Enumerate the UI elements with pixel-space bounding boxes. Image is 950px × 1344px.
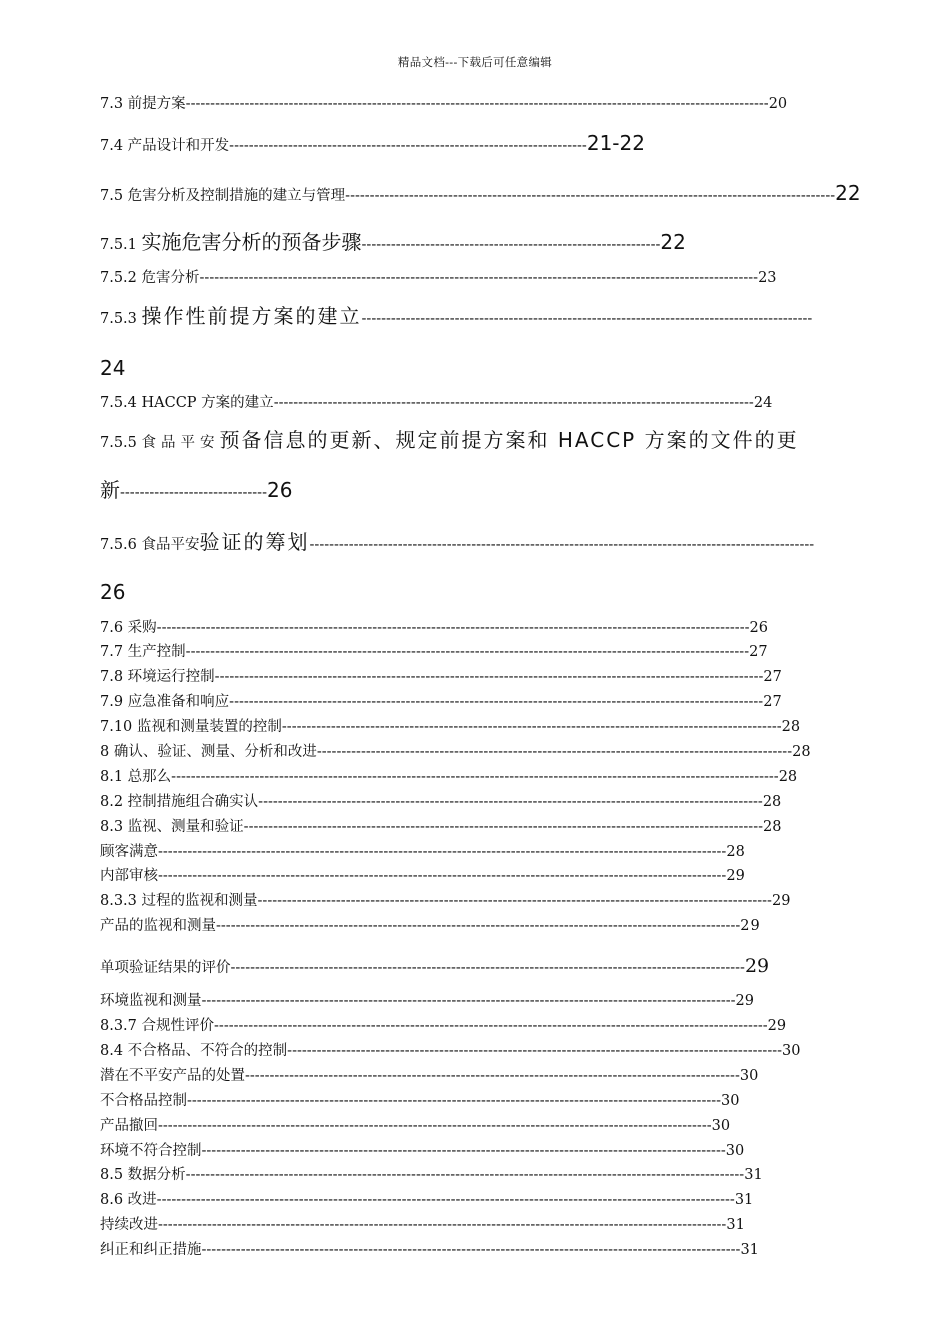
toc-page-number: 28 xyxy=(762,794,782,810)
toc-entry[interactable] xyxy=(100,618,840,638)
toc-page-number: 28 xyxy=(778,769,798,785)
toc-leader: ---------------------------------------------------------------------------------------------------------------------- xyxy=(156,1192,735,1208)
toc-leader: ------------------------------------------------------------------------------------------------------ xyxy=(281,719,782,735)
toc-page-number: 29 xyxy=(740,918,761,934)
toc-entry[interactable] xyxy=(100,1041,840,1061)
toc-entry[interactable] xyxy=(100,1215,810,1235)
toc-leader: --------------------------------------------------------------------------------------------------------- xyxy=(257,893,772,909)
toc-leader: ------------------------------------------------------------- xyxy=(361,237,661,253)
toc-entry[interactable] xyxy=(100,842,810,862)
toc-page-number: 26 xyxy=(100,580,126,604)
toc-entry[interactable] xyxy=(100,393,840,413)
toc-entry-title: 验证的筹划 xyxy=(199,530,310,554)
toc-page-number: 28 xyxy=(792,744,811,760)
toc-leader: -------------------------------------------------------------------------------------------------- xyxy=(273,395,754,411)
toc-page-number: 23 xyxy=(758,270,777,286)
toc-entry-title: 7.5.2 危害分析 xyxy=(100,270,200,286)
toc-page-number: 28 xyxy=(726,844,745,860)
toc-entry[interactable] xyxy=(100,1091,810,1111)
toc-entry-prefix: 食品平安 xyxy=(141,537,200,553)
toc-entry[interactable] xyxy=(100,232,780,255)
toc-leader: ------------------------------------------------------------------------------------------------------------------------- xyxy=(156,620,750,636)
toc-entry-title: 7.5 危害分析及控制措施的建立与管理 xyxy=(100,188,346,204)
toc-entry-title: 8.1 总那么 xyxy=(100,769,172,785)
page-header: 精品文档---下载后可任意编辑 xyxy=(397,55,553,69)
toc-page-number: 26 xyxy=(749,620,768,636)
toc-leader: ----------------------------------------------------------------------------------------------------------- xyxy=(201,1143,726,1159)
toc-entry[interactable] xyxy=(100,268,850,288)
toc-page-number: 30 xyxy=(782,1043,801,1059)
toc-leader: ----------------------------------------------------------------------------------------------------------------------- xyxy=(185,96,769,112)
toc-entry[interactable] xyxy=(100,1116,810,1136)
toc-leader: ------------------------------------------------------------------------------------------------------------------- xyxy=(185,644,750,660)
toc-page-number: 30 xyxy=(721,1093,740,1109)
toc-page-number: 21-22 xyxy=(586,131,645,155)
toc-leader: ------------------------------------------------------------------------------------------------------------------ xyxy=(185,1167,745,1183)
toc-entry[interactable] xyxy=(100,306,860,329)
toc-entry-continuation[interactable] xyxy=(100,480,360,503)
toc-entry[interactable] xyxy=(100,916,812,936)
toc-leader: ------------------------------ xyxy=(120,485,267,501)
toc-entry-title: 7.5.4 HACCP 方案的建立 xyxy=(100,395,274,411)
toc-page-number: 30 xyxy=(711,1118,731,1134)
toc-page-number: 31 xyxy=(734,1192,754,1208)
toc-entry[interactable] xyxy=(100,991,810,1011)
toc-leader: ---------------------------------------------------------------------------------------------------------------- xyxy=(214,669,764,685)
toc-entry-prefix: 食品平安 xyxy=(141,435,220,451)
toc-page-number: 28 xyxy=(781,719,801,735)
toc-entry[interactable] xyxy=(100,866,810,886)
toc-entry-title: 持续改进 xyxy=(100,1217,158,1233)
toc-page-number: 29 xyxy=(767,1018,787,1034)
toc-entry-title: 8.3 监视、测量和验证 xyxy=(100,819,244,835)
toc-leader: ------------------------------------------------------------------------------------------------------------- xyxy=(187,1093,722,1109)
toc-leader: ---------------------------------------------------------------------------------------------------- xyxy=(345,188,836,204)
toc-entry[interactable] xyxy=(100,532,860,555)
toc-entry[interactable] xyxy=(100,1066,810,1086)
toc-leader: ---------------------------------------------------------------------------------------------------------------------------- xyxy=(171,769,779,785)
toc-page-number: 30 xyxy=(739,1068,759,1084)
toc-entry-title: 实施危害分析的预备步骤 xyxy=(141,230,362,254)
toc-leader: ------------------------------------------------------------------------------------------------- xyxy=(316,744,793,760)
toc-entry[interactable] xyxy=(100,1016,848,1036)
toc-page-number: 28 xyxy=(763,819,782,835)
toc-page-number: 30 xyxy=(725,1143,745,1159)
toc-page-number: 26 xyxy=(266,478,293,502)
toc-entry[interactable] xyxy=(100,742,840,762)
toc-entry-title: 新 xyxy=(100,478,120,502)
toc-page-number: 24 xyxy=(100,356,126,380)
toc-entry-number: 7.5.3 xyxy=(100,311,142,327)
toc-page-number: 31 xyxy=(744,1167,763,1183)
toc-page-number: 22 xyxy=(835,181,861,205)
toc-page-number: 27 xyxy=(763,669,782,685)
toc-page-number: 29 xyxy=(744,955,770,977)
toc-entry-title: 7.9 应急准备和响应 xyxy=(100,694,230,710)
toc-entry-title: 预备信息的更新、规定前提方案和 HACCP 方案的文件的更 xyxy=(219,428,799,452)
toc-leader: ----------------------------------------------------------------------------------------------------- xyxy=(287,1043,783,1059)
toc-leader: ---------------------------------------------------------------------------------------------------------- xyxy=(243,819,764,835)
toc-leader: -------------------------------------------------------------------------------------------------------------------- xyxy=(158,1217,727,1233)
toc-leader: ------------------------------------------------------------------------------------------------------- xyxy=(309,537,815,553)
toc-entry-title: 顾客满意 xyxy=(100,844,158,860)
toc-page-number: 31 xyxy=(740,1242,759,1258)
toc-entry-title: 7.7 生产控制 xyxy=(100,644,186,660)
toc-entry-title: 环境不符合控制 xyxy=(100,1143,202,1159)
toc-entry-title: 7.10 监视和测量装置的控制 xyxy=(100,719,282,735)
toc-leader: --------------------------------------------------------------------------------------------------------- xyxy=(230,960,745,976)
toc-entry-title: 产品撤回 xyxy=(100,1118,158,1134)
toc-leader: ------------------------------------------------------------------------------------------------------------- xyxy=(201,993,736,1009)
toc-leader: ------------------------------------------------------------------------------------------------------------- xyxy=(229,694,764,710)
toc-entry[interactable] xyxy=(100,817,840,837)
toc-entry-title: 不合格品控制 xyxy=(100,1093,187,1109)
toc-entry[interactable] xyxy=(100,1190,840,1210)
toc-entry[interactable] xyxy=(100,94,860,114)
toc-page-number: 24 xyxy=(753,395,773,411)
toc-entry[interactable] xyxy=(100,642,840,662)
toc-page-number: 20 xyxy=(768,96,788,112)
toc-entry[interactable] xyxy=(100,181,861,206)
toc-entry-title: 7.3 前提方案 xyxy=(100,96,186,112)
toc-entry[interactable] xyxy=(100,767,858,787)
toc-entry-title: 7.4 产品设计和开发 xyxy=(100,138,230,154)
toc-entry-number: 7.5.1 xyxy=(100,237,142,253)
toc-leader: ----------------------------------------------------------------------------------------------------------- xyxy=(216,918,741,934)
toc-entry-title: 8.2 控制措施组合确实认 xyxy=(100,794,259,810)
toc-entry-title: 8.3.3 过程的监视和测量 xyxy=(100,893,258,909)
toc-entry[interactable] xyxy=(100,954,812,980)
toc-entry-title: 单项验证结果的评价 xyxy=(100,960,231,976)
toc-entry[interactable] xyxy=(100,717,842,737)
toc-leader: -------------------------------------------------------------------------------------------------------------- xyxy=(201,1242,741,1258)
toc-entry-title: 产品的监视和测量 xyxy=(100,918,216,934)
toc-entry-title: 操作性前提方案的建立 xyxy=(141,304,362,328)
toc-page-number: 29 xyxy=(735,993,754,1009)
toc-entry-title: 8.6 改进 xyxy=(100,1192,157,1208)
toc-entry-number: 7.5.6 xyxy=(100,537,142,553)
toc-leader: ----------------------------------------------------------------------------------------------------- xyxy=(245,1068,740,1084)
toc-page-number: 22 xyxy=(660,230,686,254)
toc-leader: ----------------------------------------------------------------------------------------------------------------- xyxy=(214,1018,768,1034)
toc-page-number: 29 xyxy=(726,868,745,884)
toc-leader: ------------------------------------------------------------------------- xyxy=(229,138,587,154)
toc-entry[interactable] xyxy=(100,1141,810,1161)
toc-entry-title: 7.8 环境运行控制 xyxy=(100,669,215,685)
toc-entry-title: 8.3.7 合规性评价 xyxy=(100,1018,215,1034)
toc-leader: ----------------------------------------------------------------------------------------------------------------- xyxy=(158,1118,712,1134)
toc-leader: ------------------------------------------------------------------------------------------------------- xyxy=(258,794,763,810)
toc-entry-title: 环境监视和测量 xyxy=(100,993,202,1009)
toc-leader: -------------------------------------------------------------------------------------------------------------------- xyxy=(158,844,727,860)
toc-entry[interactable] xyxy=(100,667,845,687)
toc-page-number: 27 xyxy=(763,694,782,710)
toc-entry-number: 7.5.5 xyxy=(100,435,142,451)
toc-page-number: 27 xyxy=(749,644,768,660)
toc-entry[interactable] xyxy=(100,792,840,812)
toc-entry[interactable] xyxy=(100,1240,810,1260)
toc-page-number: 29 xyxy=(771,893,791,909)
toc-entry-title: 8.4 不合格品、不符合的控制 xyxy=(100,1043,288,1059)
toc-entry[interactable] xyxy=(100,133,720,156)
toc-leader: -------------------------------------------------------------------------------------------------------------------- xyxy=(158,868,727,884)
toc-entry-title: 纠正和纠正措施 xyxy=(100,1242,202,1258)
toc-leader: -------------------------------------------------------------------------------------------- xyxy=(361,311,813,327)
toc-page-number: 31 xyxy=(726,1217,745,1233)
toc-entry-title: 8 确认、验证、测量、分析和改进 xyxy=(100,744,317,760)
toc-leader: ------------------------------------------------------------------------------------------------------------------ xyxy=(199,270,759,286)
toc-entry[interactable] xyxy=(100,692,845,712)
toc-entry-title: 内部审核 xyxy=(100,868,158,884)
toc-entry-title: 7.6 采购 xyxy=(100,620,157,636)
toc-entry[interactable] xyxy=(100,891,848,911)
toc-entry[interactable] xyxy=(100,430,860,453)
toc-entry-title: 潜在不平安产品的处置 xyxy=(100,1068,245,1084)
toc-entry-title: 8.5 数据分析 xyxy=(100,1167,186,1183)
toc-entry[interactable] xyxy=(100,1165,840,1185)
